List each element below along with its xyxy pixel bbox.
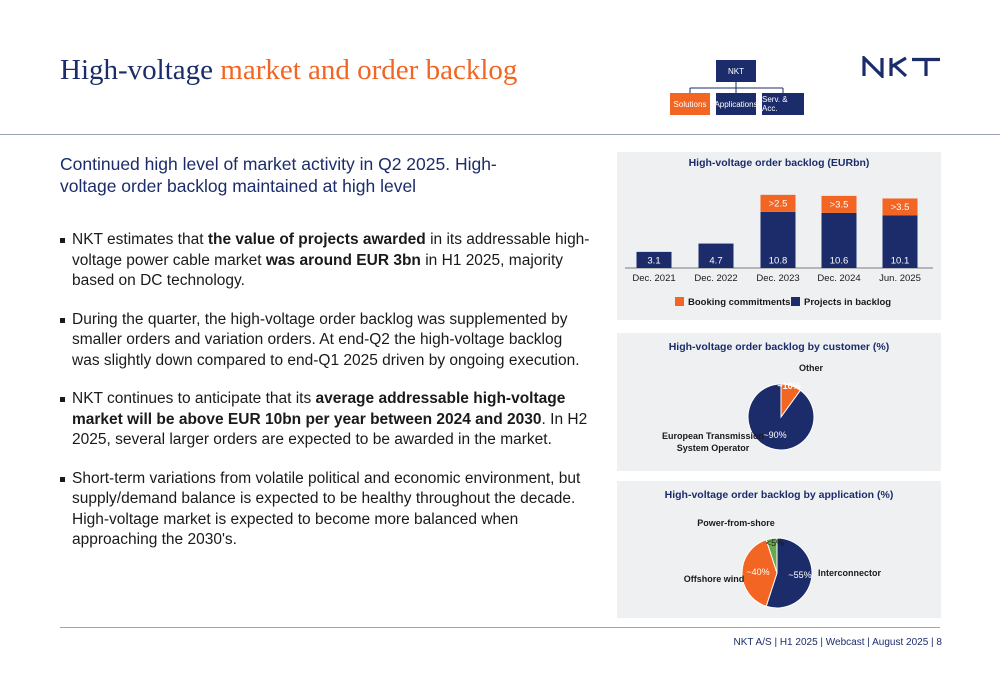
org-box-serv-acc: Serv. & Acc. (762, 93, 804, 115)
legend-swatch-booking (675, 297, 684, 306)
top-divider (0, 134, 1000, 135)
page-title (60, 54, 517, 87)
bar-label-projects: 10.8 (768, 255, 788, 267)
x-tick-label: Dec. 2024 (817, 273, 861, 284)
customer-pie-chart (617, 333, 941, 471)
application-pie-chart (617, 481, 941, 618)
backlog-chart-title: High-voltage order backlog (EURbn) (688, 157, 870, 169)
pie-value-other: ~10% (777, 381, 801, 391)
org-chart (668, 60, 808, 120)
legend-label-projects: Projects in backlog (804, 297, 892, 308)
pie-label-power-from-shore: Power-from-shore (697, 518, 775, 528)
pie-label-interconnector: Interconnector (818, 568, 882, 578)
x-tick-label: Dec. 2022 (694, 273, 738, 284)
bar-label-booking: >2.5 (768, 198, 788, 210)
org-box-applications: Applications (716, 93, 756, 115)
backlog-bar-chart (617, 152, 941, 320)
bottom-divider (60, 627, 940, 628)
title-main: High-voltage (60, 54, 214, 86)
pie-label-european-tso-1: European Transmission (661, 431, 765, 441)
nkt-logo (862, 56, 942, 78)
bullet-item: NKT continues to anticipate that its average addressable high-voltage market will be above EUR 10bn per year between 2024 and 2030. In H2 2025, several larger orders are expected to be awarded in the market. (60, 389, 590, 451)
footer: NKT A/S | H1 2025 | Webcast | August 2025 | 8 (733, 637, 942, 648)
application-pie-panel (617, 481, 941, 618)
legend-swatch-projects (791, 297, 800, 306)
pie-value-interconnector: ~55% (788, 570, 812, 580)
x-tick-label: Jun. 2025 (879, 273, 921, 284)
bar-label-projects: 10.6 (829, 255, 849, 267)
bar-label-booking: >3.5 (890, 201, 910, 213)
bullet-item: Short-term variations from volatile political and economic environment, but supply/demand balance is expected to be healthy throughout the decade. High-voltage market is expected to become more balanced when approaching the 2030's. (60, 469, 590, 551)
bar-label-projects: 4.7 (709, 255, 723, 267)
bar-label-projects: 10.1 (890, 255, 910, 267)
org-box-solutions: Solutions (670, 93, 710, 115)
pie-label-other: Other (799, 363, 824, 373)
x-tick-label: Dec. 2023 (756, 273, 800, 284)
customer-pie-panel (617, 333, 941, 471)
pie-value-power-from-shore: <5% (765, 538, 785, 548)
x-tick-label: Dec. 2021 (632, 273, 676, 284)
bar-label-booking: >3.5 (829, 199, 849, 211)
bullet-item: During the quarter, the high-voltage order backlog was supplemented by smaller orders and variation orders. At end-Q2 the high-voltage backlog was slightly down compared to end-Q1 2025 driven by ongoing execution. (60, 310, 590, 372)
backlog-chart-panel (617, 152, 941, 320)
pie-value-offshore-wind: ~40% (746, 567, 770, 577)
bar-label-projects: 3.1 (647, 255, 661, 267)
org-box-nkt: NKT (716, 60, 756, 82)
customer-pie-title: High-voltage order backlog by customer (%) (668, 341, 890, 353)
pie-value-european-tso: ~90% (763, 430, 787, 440)
title-accent: market and order backlog (220, 54, 518, 86)
bullet-item: NKT estimates that the value of projects awarded in its addressable high-voltage power cable market was around EUR 3bn in H1 2025, majority based on DC technology. (60, 230, 590, 292)
subtitle: Continued high level of market activity in Q2 2025. High-voltage order backlog maintained at high level (60, 154, 497, 196)
pie-label-offshore-wind: Offshore wind (683, 574, 745, 584)
application-pie-title: High-voltage order backlog by application (%) (664, 489, 894, 501)
bullet-list (60, 230, 590, 569)
legend-label-booking: Booking commitments (688, 297, 791, 308)
pie-label-european-tso-2: System Operator (676, 443, 750, 453)
